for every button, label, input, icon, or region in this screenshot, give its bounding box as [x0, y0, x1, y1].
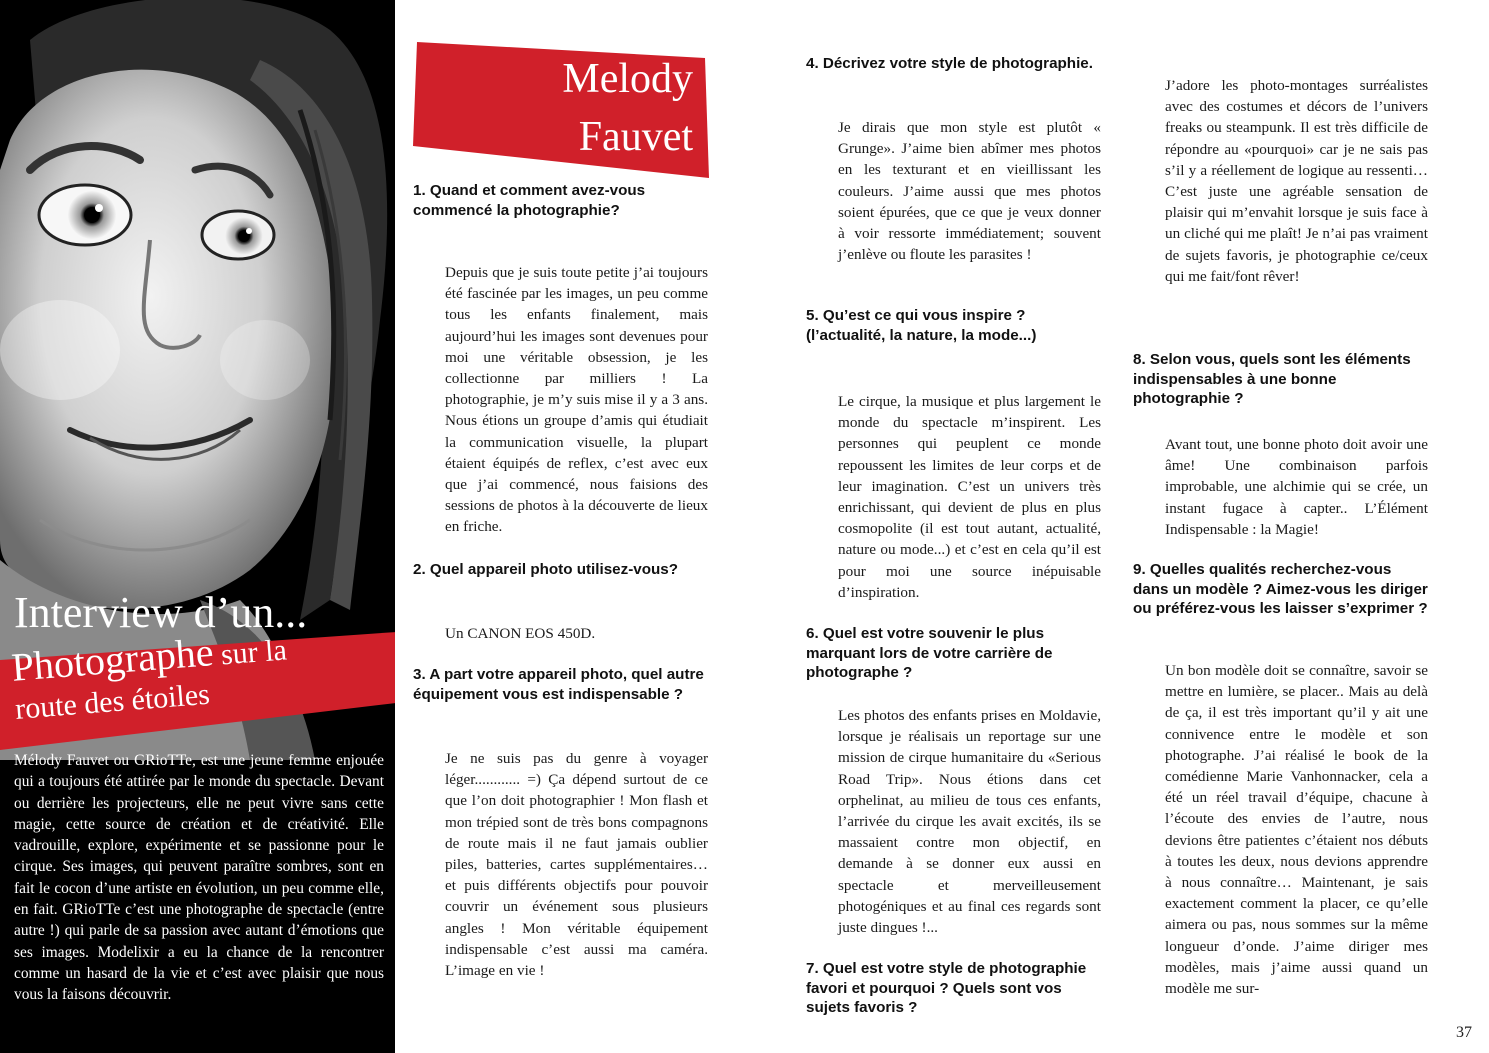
question-8: 8. Selon vous, quels sont les éléments indispensables à une bonne photographie ? — [1133, 351, 1411, 407]
answer-5: Le cirque, la musique et plus largement le monde du spectacle m’inspirent. Les personnes qui peuplent ce monde repoussent les limites de leur corps et de leur imagination. C’est un univers très enrichissant, qui devient de plus en plus cosmopolite (il est tout autant, actualité, nature ou mode...) et c’est en cela qu’il est pour moi une source inépuisable d’inspiration. — [838, 393, 1101, 601]
qa-item — [413, 181, 703, 220]
answer-8: Avant tout, une bonne photo doit avoir une âme! Une combinaison parfois improbable, une alchimie qui se crée, un instant fugace à capter.. L’Élément Indispensable : la Magie! — [1165, 436, 1428, 538]
question-1: 1. Quand et comment avez-vous commencé la photographie? — [413, 182, 646, 219]
question-3: 3. A part votre appareil photo, quel autre équipement vous est indispensable ? — [413, 666, 704, 703]
answer-6: Les photos des enfants prises en Moldavie, lorsque je réalisais un reportage sur une mission de cirque humanitaire du «Serious Road Trip». Nous étions dans cet orphelinat, au milieu de tous ces enfants, l’arrivée du cirque les avait excités, ils se massaient contre mon objectif, en demande à se donner eux aussi en spectacle et merveilleusement photogéniques et au final ces regards sont juste dingues !... — [838, 707, 1101, 937]
answer-2: Un CANON EOS 450D. — [445, 625, 596, 642]
interview-title: Interview d’un... — [14, 588, 308, 637]
first-name: Melody — [562, 56, 693, 102]
answer-1: Depuis que je suis toute petite j’ai toujours été fascinée par les images, un peu comme tous les enfants finalement, mais aujourd’hui les images sont devenues pour moi une véritable obsession, je les collectionne par milliers ! La photographie, je m’y suis mise il y a 3 ans. Nous étions un groupe d’amis qui étudiait la communication visuelle, la plupart étaient équipés de reflex, c’est avec eux que j’ai commencé, nous faisions des sessions de photos à la découverte de lieux en friche. — [445, 264, 708, 536]
banner-small-text: sur la — [212, 633, 288, 673]
question-5: 5. Qu’est ce qui vous inspire ? (l’actualité, la nature, la mode...) — [806, 307, 1037, 344]
answer-4: Je dirais que mon style est plutôt « Grunge». J’aime bien abîmer mes photos en les texturant et en vieillissant les couleurs. J’aime aussi que mes photos soient épurées, que ce que je veux donner à voir ressorte immédiatement; souvent j’enlève ou floute les parasites ! — [838, 119, 1101, 264]
left-panel — [0, 0, 395, 1053]
answer-3: Je ne suis pas du genre à voyager léger............ =) Ça dépend surtout de ce que l’on doit photographier ! Mon flash et mon trépied sont de très bons compagnons de route mais il ne faut jamais oublier piles, batteries, cartes supplémentaires… et puis différents objectifs pour pouvoir couvrir un événement sous plusieurs angles ! Mon véritable équipement indispensable c’est aussi ma caméra. L’image en vie ! — [445, 750, 708, 980]
page-number: 37 — [1456, 1024, 1472, 1041]
question-2: 2. Quel appareil photo utilisez-vous? — [413, 561, 678, 578]
answer-7: J’adore les photo-montages surréalistes avec des costumes et décors de l’univers freaks ou steampunk. Il est très difficile de répondre au «pourquoi» car je ne sais pas s’il y a réellement de logique au ressenti… C’est juste une agréable sensation de plaisir qui m’envahit lorsque je suis face à un cliché qui me plaît! Je n’ai pas vraiment de sujets favoris, je photographie ce/ceux qui me fait/font rêver! — [1165, 77, 1428, 285]
question-6: 6. Quel est votre souvenir le plus marquant lors de votre carrière de photographe ? — [806, 625, 1053, 681]
answer-9: Un bon modèle doit se connaître, savoir se mettre en lumière, se placer.. Mais au delà de ça, il est très important qu’il y ait une connivence entre le modèle et son photographe. J’ai réalisé le book de la comédienne Marie Vanhonnacker, cela a été un réel travail d’équipe, chacune à l’écoute des envies de l’autre, nous devions être patientes c’étaient nos débuts à toutes les deux, nous devions apprendre à nous connaître… Maintenant, je sais exactement comment la placer, ce qu’elle aimera ou pas, nous sommes sur la même longueur d’onde. J’aime diriger mes modèles, mais j’aime aussi quand un modèle me sur- — [1165, 662, 1428, 998]
intro-paragraph: Mélody Fauvet ou GRioTTe, est une jeune femme enjouée qui a toujours été attirée par le monde du spectacle. Devant ou derrière les projecteurs, elle ne peut vivre sans cette magie, cette source de création et de créativité. Elle vadrouille, explore, expérimente et se passionne pour le cirque. Ses images, qui peuvent paraître sombres, sont en fait le cocon d’une artiste en évolution, un peu comme elle, en fait. GRioTTe c’est une photographe de spectacle (entre autre !) qui parle de sa passion avec autant d’émotions que ses images. Modelixir a eu la chance de la rencontrer comme un hasard de la vie et c’est avec plaisir que nous vous la faisons découvrir. — [14, 752, 384, 1004]
banner-big-text: Photographe — [9, 629, 216, 690]
question-4: 4. Décrivez votre style de photographie. — [806, 55, 1093, 72]
banner-line2: route des étoiles — [14, 677, 211, 726]
question-7: 7. Quel est votre style de photographie favori et pourquoi ? Quels sont vos sujets favoris ? — [806, 960, 1087, 1016]
question-9: 9. Quelles qualités recherchez-vous dans un modèle ? Aimez-vous les diriger ou préférez-vous les laisser s’exprimer ? — [1133, 561, 1428, 617]
person-name — [413, 50, 693, 166]
last-name: Fauvet — [578, 114, 693, 160]
